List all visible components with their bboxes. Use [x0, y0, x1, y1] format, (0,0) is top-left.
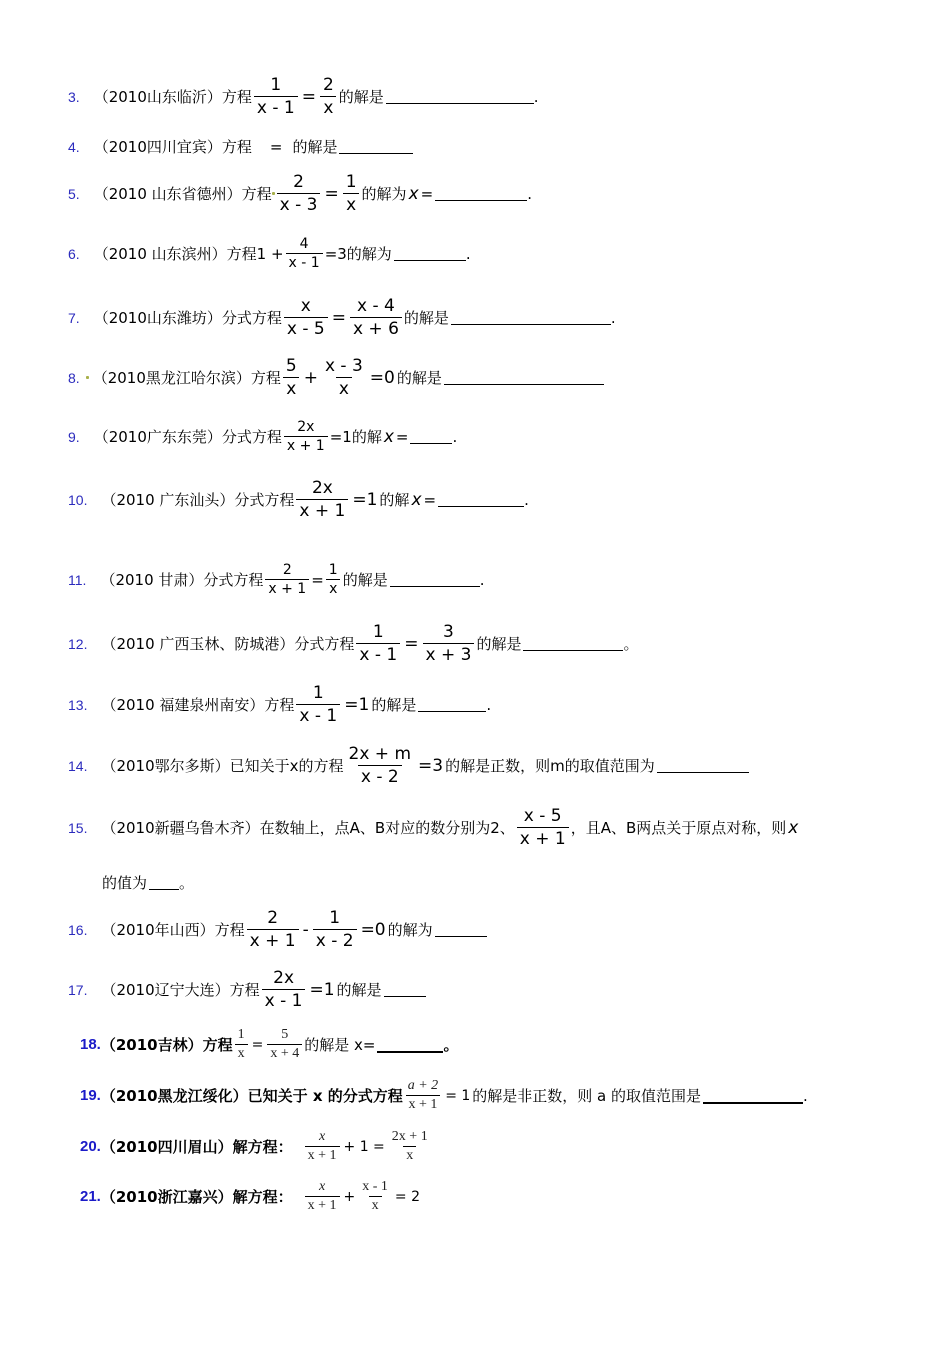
numerator: x - 4 [357, 296, 395, 316]
numerator: 2x + 1 [391, 1129, 428, 1144]
denominator: x + 1 [284, 436, 328, 454]
question-source: （2010黑龙江绥化）已知关于 x 的分式方程 [100, 1087, 403, 1105]
question-suffix: 的解是 [396, 369, 442, 387]
expression-suffix: =1 [329, 427, 352, 446]
fraction [405, 1078, 441, 1113]
question-suffix: 的解是 [342, 571, 388, 589]
fraction [247, 908, 299, 951]
question-end: 。 [443, 1036, 459, 1054]
expression-middle: + 1 = [343, 1138, 385, 1155]
question-source: （2010 广东汕头）分式方程 [101, 491, 295, 509]
numerator: x - 5 [523, 806, 562, 826]
question-source: （2010新疆乌鲁木齐）在数轴上，点A、B对应的数分别为2、 [101, 819, 515, 837]
question-source: （2010 甘肃）分式方程 [100, 571, 264, 589]
question-18 [80, 1027, 458, 1062]
equals-sign: = [420, 184, 434, 203]
question-end: . [533, 87, 539, 106]
numerator: 2 [322, 75, 334, 95]
question-13 [68, 683, 491, 726]
fraction [284, 296, 328, 339]
answer-blank[interactable] [386, 89, 534, 104]
question-suffix: 的解是正数，则m的取值范围为 [445, 757, 655, 775]
answer-blank[interactable] [339, 139, 413, 154]
numerator: 2 [293, 172, 304, 192]
numerator: 2 [282, 562, 292, 578]
question-4 [68, 136, 413, 157]
numerator: 2x [297, 419, 315, 435]
numerator: 2x [311, 478, 333, 498]
question-number: 9. [68, 428, 80, 445]
numerator: 1 [372, 622, 384, 642]
numerator: 2 [267, 908, 279, 928]
question-suffix: 的解为 [387, 921, 433, 939]
denominator: x + 1 [406, 1095, 441, 1113]
denominator: x - 1 [286, 253, 323, 271]
expression-suffix: =0 [360, 919, 386, 940]
numerator: 3 [443, 622, 454, 642]
fraction [346, 744, 415, 787]
question-end: . [452, 427, 458, 446]
question-end: . [527, 184, 532, 203]
question-number: 16. [68, 921, 88, 938]
question-end: 。 [179, 874, 195, 892]
equals-sign: = [269, 137, 283, 156]
numerator: 4 [299, 236, 309, 252]
question-end: . [524, 490, 529, 509]
question-source: （2010山东潍坊）分式方程 [93, 309, 282, 327]
fraction [284, 419, 328, 454]
question-3 [68, 75, 539, 118]
answer-blank[interactable] [657, 758, 749, 773]
question-7 [68, 296, 616, 339]
question-suffix: 的解是 [371, 696, 417, 714]
denominator: x + 4 [267, 1044, 302, 1062]
question-suffix: 的解是 [403, 309, 449, 327]
answer-blank[interactable] [394, 246, 466, 261]
question-source: （2010年山西）方程 [101, 921, 245, 939]
question-number: 17. [68, 981, 88, 998]
question-6 [68, 236, 471, 271]
denominator: x - 1 [296, 704, 340, 726]
equals-sign: = [423, 490, 437, 509]
numerator: 1 [270, 75, 282, 95]
question-source: （2010浙江嘉兴）解方程： [100, 1188, 293, 1206]
answer-blank[interactable] [435, 922, 487, 937]
question-suffix: 的解为 [361, 185, 407, 203]
numerator: 1 [237, 1027, 245, 1042]
stray-dot [272, 192, 275, 195]
question-number: 4. [68, 138, 80, 155]
question-end: 。 [623, 635, 639, 653]
numerator: a + 2 [407, 1078, 439, 1093]
denominator: x - 1 [356, 643, 400, 665]
question-number: 6. [68, 245, 80, 262]
answer-blank[interactable] [418, 697, 486, 712]
denominator: x [235, 1044, 248, 1062]
question-source: （2010四川眉山）解方程： [100, 1138, 293, 1156]
denominator: x + 1 [305, 1146, 340, 1164]
fraction [265, 562, 309, 597]
fraction [296, 478, 348, 521]
expression-suffix: =3的解为 [324, 245, 392, 263]
question-suffix: 的解是 x= [304, 1036, 376, 1054]
fraction [254, 75, 298, 118]
question-number: 14. [68, 757, 88, 774]
question-number: 5. [68, 185, 80, 202]
answer-blank[interactable] [438, 492, 524, 507]
denominator: x - 1 [262, 989, 306, 1011]
fraction [267, 1027, 302, 1062]
answer-blank[interactable] [451, 310, 611, 325]
question-source: （2010黑龙江哈尔滨）方程 [92, 369, 281, 387]
denominator: x [369, 1196, 382, 1214]
fraction [359, 1179, 391, 1214]
question-number: 3. [68, 88, 80, 105]
question-number: 13. [68, 696, 88, 713]
denominator: x [326, 579, 340, 597]
question-end: . [465, 244, 471, 263]
numerator: 5 [285, 356, 297, 376]
expression-suffix: =0 [369, 367, 395, 388]
answer-blank[interactable] [384, 982, 426, 997]
question-source: （2010 广西玉林、防城港）分式方程 [101, 635, 355, 653]
question-suffix: 的值为 [102, 874, 148, 892]
equals-sign: = [395, 427, 409, 446]
fraction [277, 172, 321, 215]
equals-sign: = [311, 570, 324, 589]
numerator: x - 3 [324, 356, 363, 376]
denominator: x + 6 [350, 317, 402, 339]
fraction [296, 683, 340, 726]
question-source: （2010四川宜宾）方程 [93, 138, 252, 156]
equals-sign: = [331, 307, 346, 328]
denominator: x [283, 377, 299, 399]
question-end: . [610, 308, 616, 327]
question-end: . [479, 570, 485, 589]
question-source: （2010广东东莞）分式方程 [93, 428, 282, 446]
answer-blank[interactable] [444, 370, 604, 385]
question-source: （2010辽宁大连）方程 [101, 981, 260, 999]
numerator: 1 [329, 908, 341, 928]
fraction [322, 356, 366, 399]
question-source: （2010吉林）方程 [100, 1036, 233, 1054]
fraction [235, 1027, 248, 1062]
question-11 [68, 562, 485, 597]
question-10 [68, 478, 529, 521]
question-suffix: 的解是 [292, 138, 338, 156]
numerator: 1 [312, 683, 324, 703]
question-8 [68, 356, 604, 399]
answer-blank[interactable] [149, 875, 179, 890]
expression-suffix: =1 [344, 694, 370, 715]
question-21 [80, 1179, 422, 1214]
expression-suffix: =3 [418, 755, 444, 776]
denominator: x + 3 [423, 643, 475, 665]
fraction [356, 622, 400, 665]
question-number: 21. [80, 1188, 101, 1205]
denominator: x - 2 [358, 765, 402, 787]
question-suffix: 的解 [351, 428, 382, 446]
question-15-continued [102, 872, 194, 893]
question-suffix: ，且A、B两点关于原点对称，则 [570, 819, 787, 837]
expression-suffix: = 1 [445, 1087, 471, 1104]
fraction [343, 172, 360, 215]
denominator: x + 1 [296, 499, 348, 521]
question-16 [68, 908, 487, 951]
fraction [262, 968, 306, 1011]
numerator: x - 1 [362, 1179, 388, 1194]
answer-blank[interactable] [410, 429, 452, 444]
numerator: 5 [281, 1027, 289, 1042]
fraction [305, 1179, 340, 1214]
question-number: 15. [68, 819, 88, 836]
question-number: 12. [68, 635, 88, 652]
plus-sign: + [343, 1188, 356, 1205]
numerator: 2x [273, 968, 295, 988]
denominator: x [320, 96, 336, 118]
variable: x [383, 426, 394, 447]
question-suffix: 的解是 [338, 88, 384, 106]
equals-sign: = [324, 183, 339, 204]
denominator: x [403, 1146, 416, 1164]
denominator: x [343, 193, 359, 215]
question-17 [68, 968, 426, 1011]
answer-blank[interactable] [523, 636, 623, 651]
plus-sign: + [303, 367, 318, 388]
answer-blank[interactable] [390, 572, 480, 587]
numerator: x [318, 1129, 326, 1144]
question-suffix: 的解是 [336, 981, 382, 999]
answer-blank[interactable] [703, 1088, 803, 1104]
question-suffix: 的解是非正数，则 a 的取值范围是 [472, 1087, 702, 1105]
question-source: （2010 山东省德州）方程 [93, 185, 272, 203]
numerator: x [300, 296, 311, 316]
answer-blank[interactable] [435, 186, 527, 201]
question-20 [80, 1129, 433, 1164]
equals-sign: = [301, 86, 316, 107]
fraction [326, 562, 341, 597]
question-15 [68, 806, 800, 849]
fraction [389, 1129, 431, 1164]
denominator: x - 2 [313, 929, 357, 951]
question-number: 18. [80, 1036, 101, 1053]
fraction [283, 356, 300, 399]
denominator: x - 1 [254, 96, 298, 118]
question-number: 7. [68, 309, 80, 326]
question-number: 20. [80, 1138, 101, 1155]
variable: x [788, 817, 799, 838]
equals-sign: = [404, 633, 419, 654]
fraction [286, 236, 323, 271]
denominator: x + 1 [265, 579, 309, 597]
variable: x [411, 489, 422, 510]
question-source: （2010山东临沂）方程 [93, 88, 252, 106]
denominator: x - 5 [284, 317, 328, 339]
question-source: （2010鄂尔多斯）已知关于x的方程 [101, 757, 344, 775]
numerator: 2x + m [348, 744, 412, 764]
minus-sign: - [302, 919, 309, 940]
question-source: （2010 山东滨州）方程 [93, 245, 257, 263]
question-number: 19. [80, 1087, 101, 1104]
question-number: 8. [68, 369, 80, 386]
fraction [320, 75, 337, 118]
answer-blank[interactable] [377, 1037, 443, 1053]
fraction [350, 296, 402, 339]
question-19 [80, 1078, 808, 1113]
question-14 [68, 744, 749, 787]
fraction [305, 1129, 340, 1164]
question-source: （2010 福建泉州南安）方程 [101, 696, 295, 714]
numerator: 1 [345, 172, 357, 192]
fraction [517, 806, 569, 849]
numerator: 1 [328, 562, 338, 578]
equals-sign: = [251, 1036, 264, 1053]
question-number: 11. [68, 571, 87, 588]
fraction [313, 908, 357, 951]
question-5 [68, 172, 532, 215]
question-number: 10. [68, 491, 88, 508]
denominator: x - 3 [277, 193, 321, 215]
denominator: x + 1 [247, 929, 299, 951]
question-12 [68, 622, 638, 665]
denominator: x + 1 [517, 827, 569, 849]
question-suffix: 的解 [379, 491, 410, 509]
expression-suffix: =1 [309, 979, 335, 1000]
numerator: x [318, 1179, 326, 1194]
expression-suffix: =1 [352, 489, 378, 510]
question-9 [68, 419, 457, 454]
denominator: x + 1 [305, 1196, 340, 1214]
question-end: . [486, 695, 492, 714]
fraction [423, 622, 475, 665]
stray-dot [86, 376, 89, 379]
expression-prefix: 1 + [256, 244, 284, 263]
expression-suffix: = 2 [394, 1188, 421, 1205]
variable: x [408, 183, 419, 204]
question-end: . [803, 1086, 808, 1105]
question-suffix: 的解是 [476, 635, 522, 653]
denominator: x [336, 377, 352, 399]
